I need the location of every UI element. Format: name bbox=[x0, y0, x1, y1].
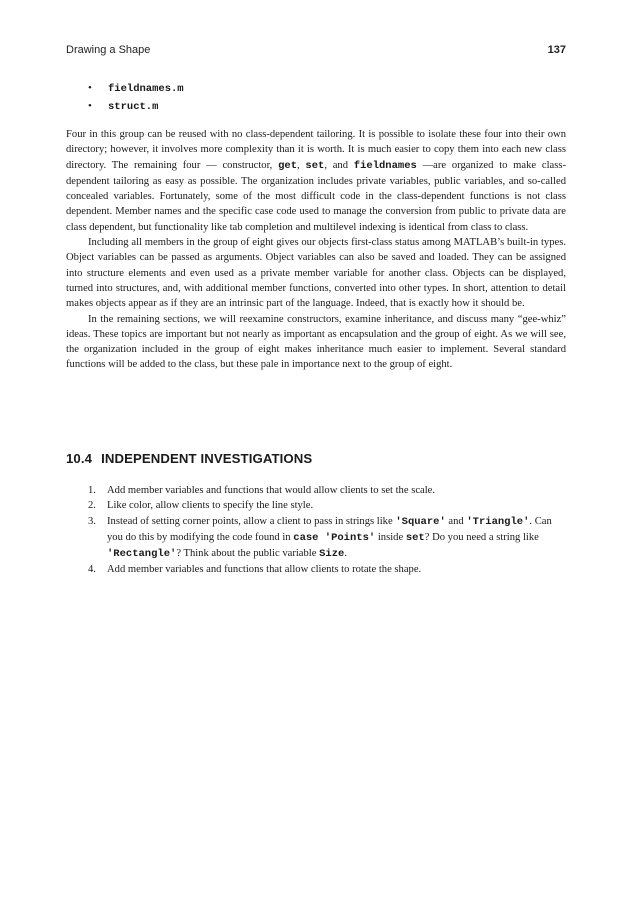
exercise-number: 2. bbox=[88, 500, 96, 512]
page-number: 137 bbox=[547, 44, 566, 56]
section-number: 10.4 bbox=[66, 451, 93, 466]
exercise-list bbox=[88, 483, 556, 578]
inline-code: fieldnames bbox=[353, 159, 417, 172]
bullet-item bbox=[88, 98, 184, 116]
section-heading bbox=[66, 451, 312, 466]
bullet-code: fieldnames.m bbox=[108, 83, 184, 95]
exercise-number: 4. bbox=[88, 564, 96, 576]
inline-code: get bbox=[278, 159, 297, 172]
bullet-marker: • bbox=[88, 99, 92, 112]
bullet-code: struct.m bbox=[108, 100, 159, 113]
inline-code: 'Rectangle' bbox=[107, 548, 177, 561]
exercise-number: 3. bbox=[88, 515, 96, 527]
inline-code: 'Triangle' bbox=[466, 515, 530, 528]
exercise-item: 2. Like color, allow clients to specify the line style. bbox=[88, 498, 556, 513]
inline-code: set bbox=[405, 531, 425, 544]
exercise-number: 1. bbox=[88, 485, 96, 496]
paragraph-2: Including all members in the group of eight gives our objects first-class status among MATLAB’s built-in types. Object variables can be passed as arguments. Object variables can also be saved and loaded. They can be assigned into structure elements and even used as a private member variable for another class. Objects can be displayed, turned into structures, and, with additional member functions, converted into other types. In short, attention to detail makes objects appear as if they are an intrinsic part of the language. Indeed, that is exactly how it should be. bbox=[66, 237, 566, 310]
inline-code: set bbox=[305, 159, 325, 172]
inline-code: 'Square' bbox=[395, 515, 446, 528]
exercise-item: 3. Instead of setting corner points, allow a client to pass in strings like 'Square' and 'Triangle'. Can you do this by modifying the code found in case 'Points' inside set? Do you need a string like 'Rectangle'? Think about the public variable Size. bbox=[88, 515, 552, 561]
paragraph-3: In the remaining sections, we will reexamine constructors, examine inheritance, and discuss many “gee-whiz” ideas. These topics are important but not nearly as important as encapsulation and the group of eight. As we will see, the organization included in the group of eight makes inheritance much easier to implement. Several standard functions will be added to the class, but these pale in importance next to the group of eight. bbox=[66, 313, 566, 371]
inline-code: Size bbox=[319, 548, 345, 561]
section-title: INDEPENDENT INVESTIGATIONS bbox=[101, 451, 313, 466]
exercise-item: 1. Add member variables and functions that would allow clients to set the scale. bbox=[88, 483, 556, 498]
running-head-title: Drawing a Shape bbox=[66, 44, 151, 56]
bullet-marker: • bbox=[88, 82, 92, 94]
file-bullet-list bbox=[88, 80, 184, 115]
exercise-item: 4. Add member variables and functions that allow clients to rotate the shape. bbox=[88, 562, 556, 577]
inline-code: case 'Points' bbox=[293, 531, 376, 544]
body-text bbox=[66, 127, 566, 373]
bullet-item bbox=[88, 80, 184, 98]
paragraph-1: Four in this group can be reused with no class-dependent tailoring. It is possible to isolate these four into their own directory; however, it involves more complexity than it is worth. It is much easier to copy them into each new class directory. The remaining four — constructor, get, set, and fieldnames —are organized to make class-dependent tailoring as easy as possible. The organization includes private variables, public variables, and so-called concealed variables. Fortunately, some of the most difficult code in the class-dependent functions is not class dependent. Member names and the specific case code used to manage the conversion from public to private data are class dependent, but functionality like tab completion and multilevel indexing is identical from class to class. bbox=[66, 129, 567, 233]
